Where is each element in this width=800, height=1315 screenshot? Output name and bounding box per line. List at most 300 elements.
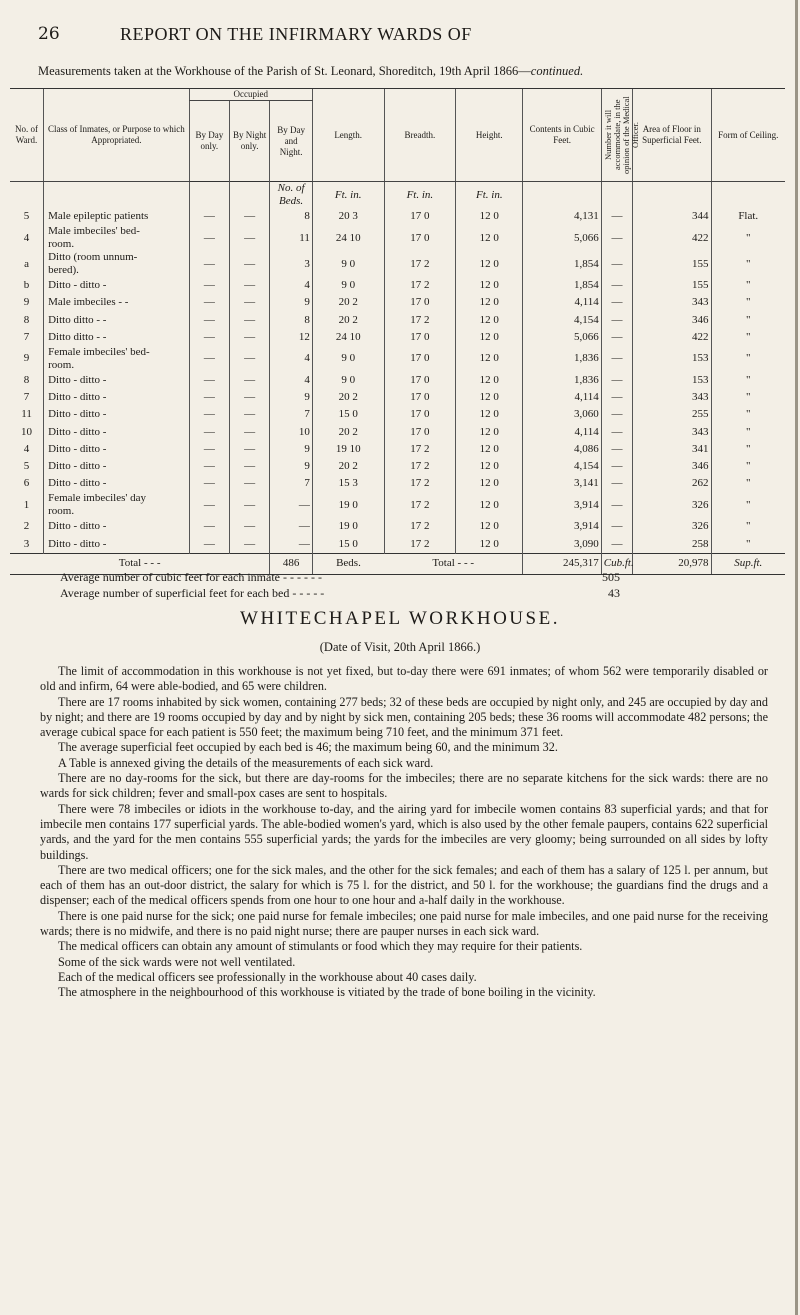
cell-cub: 4,114 [523,389,601,406]
col-header-occupied: Occupied [189,89,312,101]
cell-num: — [601,329,632,346]
cell-len: 20 3 [312,208,384,225]
table-row [10,475,785,492]
cell-num: — [601,312,632,329]
cell-ht: 12 0 [456,312,523,329]
class-line-1: Ditto - ditto - [48,374,107,387]
class-line-1: Ditto - ditto - [48,442,107,455]
col-header-form: Form of Ceiling. [711,89,785,182]
cell-num: — [601,208,632,225]
cell-cub: 5,066 [523,329,601,346]
cell-cls [44,346,190,372]
cell-day: — [189,225,229,251]
cell-form: " [711,372,785,389]
cell-br: 17 2 [384,441,456,458]
table-row [10,277,785,294]
paragraph: There were 78 imbeciles or idiots in the workhouse to-day, and the airing yard for imbecile women contains 83 superficial yards; and that for imbecile men contains 177 superficial yards. The able-bodied women's yard, which is also used by the other female paupers, contains 622 superficial yards, and the yard for the men contains 555 superficial yards; the yards for the imbeciles are very gloomy; being surrounded on all sides by lofty buildings. [40,801,768,862]
col-header-contents: Contents in Cubic Feet. [523,89,601,182]
cell-form: " [711,312,785,329]
cell-num: — [601,535,632,553]
report-body [40,664,768,1001]
cell-day: — [189,458,229,475]
cell-cub: 3,060 [523,406,601,423]
class-line-1: Ditto - ditto - [48,408,107,421]
cell-ht: 12 0 [456,389,523,406]
cell-num: — [601,372,632,389]
cell-ward: 6 [23,477,30,490]
class-line-1: Male imbeciles' bed- [48,225,140,238]
running-title: REPORT ON THE INFIRMARY WARDS OF [120,24,472,44]
class-line-1: Ditto - ditto - [48,520,107,533]
cell-cub: 1,854 [523,251,601,277]
col-header-class: Class of Inmates, or Purpose to which Appropriated. [44,89,190,182]
cell-ht: 12 0 [456,277,523,294]
paragraph: The atmosphere in the neighbourhood of this workhouse is vitiated by the trade of bone boiling in the vicinity. [58,985,596,1000]
cell-beds: 9 [270,441,313,458]
cell-br: 17 0 [384,329,456,346]
cell-ward: 7 [23,330,30,343]
cell-len: 19 10 [312,441,384,458]
table-row [10,458,785,475]
class-line-1: Female imbeciles' bed- [48,345,150,358]
cell-cls [44,475,190,492]
unit-height: Ft. in. [456,182,523,209]
cell-ht: 12 0 [456,406,523,423]
cell-cub: 4,114 [523,294,601,311]
class-line-1: Ditto - ditto - [48,425,107,438]
cell-br: 17 2 [384,277,456,294]
col-header-area: Area of Floor in Superficial Feet. [633,89,711,182]
unit-breadth: Ft. in. [384,182,456,209]
cell-cls [44,225,190,251]
total-label: Total - - - [10,553,270,574]
cell-num: — [601,389,632,406]
cell-day: — [189,208,229,225]
cell-len: 9 0 [312,251,384,277]
cell-form: " [711,329,785,346]
table-row [10,406,785,423]
cell-area: 343 [633,424,711,441]
cell-area: 346 [633,458,711,475]
cell-ward: 4 [23,231,30,244]
paragraph: There is one paid nurse for the sick; one paid nurse for female imbeciles; one paid nurse for male imbeciles, and one paid nurse for the receiving wards; there is no midwife, and there is no paid night nurse; there are pauper nurses in each sick ward. [40,908,768,939]
cell-cls [44,329,190,346]
cell-num: — [601,277,632,294]
cell-cub: 5,066 [523,225,601,251]
cell-night: — [229,312,269,329]
cell-len: 9 0 [312,346,384,372]
cell-beds: 4 [270,277,313,294]
cell-beds: 8 [270,312,313,329]
class-line-1: Ditto - ditto - [48,279,107,292]
cell-area: 153 [633,372,711,389]
cell-form: " [711,458,785,475]
cell-ht: 12 0 [456,518,523,535]
cell-cls [44,406,190,423]
class-line-1: Ditto - ditto - [48,459,107,472]
paragraph: A Table is annexed giving the details of the measurements of each sick ward. [58,755,434,770]
cell-night: — [229,441,269,458]
cell-ward: 9 [23,352,30,365]
total-beds-unit: Beds. [312,553,384,574]
cell-num: — [601,441,632,458]
cell-cub: 4,131 [523,208,601,225]
cell-form: " [711,518,785,535]
cell-ht: 12 0 [456,208,523,225]
class-line-2: room. [48,358,75,371]
cell-num: — [601,406,632,423]
cell-beds: — [270,535,313,553]
cell-cub: 4,086 [523,441,601,458]
cell-br: 17 0 [384,372,456,389]
class-line-1: Male imbeciles - - [48,296,129,309]
cell-area: 326 [633,518,711,535]
cell-num: — [601,294,632,311]
class-line-1: Ditto ditto - - [48,313,107,326]
table-row [10,312,785,329]
cell-beds: 7 [270,475,313,492]
cell-beds: 11 [270,225,313,251]
cell-form: " [711,277,785,294]
cell-night: — [229,329,269,346]
cell-area: 258 [633,535,711,553]
cell-night: — [229,372,269,389]
cell-br: 17 2 [384,518,456,535]
cell-night: — [229,458,269,475]
table-caption-main: Measurements taken at the Workhouse of the Parish of St. Leonard, Shoreditch, 19th April 1866— [38,64,531,78]
cell-br: 17 0 [384,294,456,311]
table-row [10,225,785,251]
cell-cub: 4,154 [523,312,601,329]
cell-beds: 3 [270,251,313,277]
class-line-1: Ditto ditto - - [48,330,107,343]
cell-beds: 4 [270,346,313,372]
cell-cls [44,312,190,329]
cell-area: 343 [633,389,711,406]
paragraph: There are 17 rooms inhabited by sick women, containing 277 beds; 32 of these beds are occupied by night only, and 245 are occupied by day and by night; and there are 19 rooms occupied by day and by night by sick men, containing 205 beds; these 36 rooms will accommodate 482 persons; the average cubical space for each patient is 550 feet; the maximum being 710 feet, and the minimum 371 feet. [40,694,768,740]
average-superficial-value: 43 [608,586,620,600]
cell-form: " [711,535,785,553]
cell-beds: — [270,492,313,518]
cell-form: " [711,389,785,406]
units-row [10,182,785,209]
cell-ward: 8 [23,313,30,326]
cell-cub: 4,154 [523,458,601,475]
cell-ht: 12 0 [456,441,523,458]
cell-night: — [229,535,269,553]
cell-area: 341 [633,441,711,458]
col-header-by-night: By Night only. [229,101,269,182]
cell-form: Flat. [711,208,785,225]
cell-cls [44,492,190,518]
col-header-number [601,89,640,182]
cell-len: 20 2 [312,312,384,329]
cell-num: — [601,346,632,372]
unit-beds: No. of Beds. [270,182,313,209]
cell-br: 17 2 [384,535,456,553]
class-line-1: Ditto - ditto - [48,391,107,404]
total-label-2: Total - - - [384,553,523,574]
cell-cub: 1,836 [523,372,601,389]
average-cubic-value: 505 [602,570,620,584]
cell-form: " [711,346,785,372]
cell-day: — [189,294,229,311]
cell-cls [44,277,190,294]
cell-day: — [189,406,229,423]
running-header [0,24,790,46]
unit-length: Ft. in. [312,182,384,209]
cell-night: — [229,424,269,441]
cell-cls [44,251,190,277]
cell-area: 153 [633,346,711,372]
cell-len: 20 2 [312,424,384,441]
cell-day: — [189,329,229,346]
cell-day: — [189,424,229,441]
cell-cls [44,458,190,475]
table-caption-continued: continued. [530,64,584,78]
table-row [10,441,785,458]
table-row [10,251,785,277]
cell-len: 9 0 [312,372,384,389]
cell-ward: 1 [23,498,30,511]
cell-br: 17 2 [384,458,456,475]
cell-ward: 5 [23,459,30,472]
paragraph: There are no day-rooms for the sick, but there are day-rooms for the imbeciles; there are no separate kitchens for the sick wards: there are no wards for sick children; fever and small-pox cases are sent to hospitals. [40,771,768,801]
cell-num: — [601,518,632,535]
cell-br: 17 2 [384,312,456,329]
cell-ward: 4 [23,442,30,455]
cell-day: — [189,441,229,458]
cell-cls [44,389,190,406]
cell-len: 20 2 [312,458,384,475]
cell-day: — [189,492,229,518]
table-row [10,389,785,406]
cell-br: 17 0 [384,406,456,423]
cell-ht: 12 0 [456,535,523,553]
cell-cub: 4,114 [523,424,601,441]
cell-ht: 12 0 [456,225,523,251]
cell-br: 17 0 [384,424,456,441]
cell-beds: — [270,518,313,535]
cell-beds: 12 [270,329,313,346]
cell-len: 15 0 [312,535,384,553]
average-superficial-label: Average number of superficial feet for each bed - - - - - [60,586,325,600]
cell-day: — [189,372,229,389]
cell-cls [44,424,190,441]
total-area: 20,978 [633,553,711,574]
cell-ward: 3 [23,537,30,550]
cell-beds: 4 [270,372,313,389]
cell-day: — [189,518,229,535]
paragraph: There are two medical officers; one for the sick males, and the other for the sick females; and each of them has a salary of 125 l. per annum, but each of them has an out-door district, the salary for which is 75 l. for the district, and 50 l. for the workhouse; the guardians find the drugs and a dispenser; each of the medical officers spends from one hour to one hour and a-half daily in the workhouse. [40,862,768,908]
cell-beds: 9 [270,458,313,475]
cell-br: 17 2 [384,475,456,492]
cell-cub: 3,141 [523,475,601,492]
cell-night: — [229,294,269,311]
table-row [10,518,785,535]
cell-len: 20 2 [312,389,384,406]
cell-form: " [711,424,785,441]
cell-ward: 8 [23,374,30,387]
cell-ward: 11 [21,408,32,421]
cell-form: " [711,294,785,311]
cell-cls [44,372,190,389]
class-line-1: Ditto - ditto - [48,477,107,490]
cell-ward: 9 [23,296,30,309]
cell-night: — [229,492,269,518]
cell-beds: 7 [270,406,313,423]
cell-area: 155 [633,277,711,294]
cell-night: — [229,475,269,492]
cell-beds: 10 [270,424,313,441]
cell-br: 17 0 [384,346,456,372]
col-header-length: Length. [312,89,384,182]
cell-area: 343 [633,294,711,311]
class-line-1: Male epileptic patients [48,210,149,223]
table-caption [38,64,583,79]
cell-day: — [189,346,229,372]
cell-ward: 7 [23,391,30,404]
cell-area: 255 [633,406,711,423]
paragraph: The average superficial feet occupied by each bed is 46; the maximum being 60, and the minimum 32. [58,740,558,755]
col-header-height: Height. [456,89,523,182]
table-row [10,372,785,389]
cell-br: 17 0 [384,225,456,251]
cell-len: 24 10 [312,329,384,346]
table-row [10,208,785,225]
visit-date: (Date of Visit, 20th April 1866.) [319,640,481,654]
cell-ward: 2 [23,520,30,533]
cell-ht: 12 0 [456,294,523,311]
total-beds: 486 [270,553,313,574]
page-number: 26 [38,24,60,44]
cell-area: 262 [633,475,711,492]
cell-ht: 12 0 [456,329,523,346]
cell-cls [44,208,190,225]
table-row [10,294,785,311]
cell-day: — [189,312,229,329]
class-line-1: Female imbeciles' day [48,492,146,505]
cell-num: — [601,225,632,251]
table-row [10,346,785,372]
cell-day: — [189,277,229,294]
cell-area: 344 [633,208,711,225]
cell-beds: 9 [270,389,313,406]
cell-form: " [711,251,785,277]
cell-day: — [189,535,229,553]
cell-ward: 10 [21,425,33,438]
col-header-number-text: Number it will accommodate, in the opinion of the Medical Officer. [602,96,640,174]
cell-len: 15 0 [312,406,384,423]
cell-form: " [711,225,785,251]
cell-form: " [711,406,785,423]
cell-ward: 5 [23,210,30,223]
cell-br: 17 2 [384,251,456,277]
total-area-unit: Sup.ft. [711,553,785,574]
cell-br: 17 0 [384,208,456,225]
cell-night: — [229,225,269,251]
paragraph: Some of the sick wards were not well ventilated. [58,954,296,969]
cell-len: 19 0 [312,518,384,535]
cell-night: — [229,208,269,225]
cell-form: " [711,475,785,492]
cell-ht: 12 0 [456,424,523,441]
cell-day: — [189,475,229,492]
col-header-breadth: Breadth. [384,89,456,182]
table-row [10,535,785,553]
cell-br: 17 0 [384,389,456,406]
cell-night: — [229,251,269,277]
cell-num: — [601,475,632,492]
table-row [10,329,785,346]
cell-form: " [711,492,785,518]
class-line-2: room. [48,238,75,251]
cell-area: 346 [633,312,711,329]
table-row [10,492,785,518]
col-header-by-day: By Day only. [189,101,229,182]
cell-len: 19 0 [312,492,384,518]
cell-len: 24 10 [312,225,384,251]
cell-area: 422 [633,329,711,346]
cell-num: — [601,424,632,441]
cell-ht: 12 0 [456,492,523,518]
table-body [10,182,785,554]
page-edge-rule [795,0,798,1315]
total-cubic-unit: Cub.ft. [601,553,632,574]
cell-night: — [229,346,269,372]
cell-beds: 9 [270,294,313,311]
cell-area: 422 [633,225,711,251]
cell-ward: b [23,279,30,292]
cell-night: — [229,406,269,423]
cell-num: — [601,251,632,277]
col-header-by-day-night: By Day and Night. [270,101,313,182]
cell-cub: 3,914 [523,518,601,535]
cell-cls [44,518,190,535]
cell-ht: 12 0 [456,458,523,475]
section-title: WHITECHAPEL WORKHOUSE. [240,608,560,629]
cell-night: — [229,277,269,294]
cell-ward: a [24,257,29,270]
cell-cub: 3,090 [523,535,601,553]
cell-cub: 3,914 [523,492,601,518]
cell-cub: 1,836 [523,346,601,372]
cell-br: 17 2 [384,492,456,518]
cell-day: — [189,251,229,277]
table-row [10,424,785,441]
cell-cls [44,294,190,311]
paragraph: Each of the medical officers see professionally in the workhouse about 40 cases daily. [58,969,477,984]
cell-cls [44,535,190,553]
class-line-2: bered). [48,264,79,277]
average-cubic-label: Average number of cubic feet for each inmate - - - - - - [60,570,322,584]
cell-beds: 8 [270,208,313,225]
cell-day: — [189,389,229,406]
cell-ht: 12 0 [456,372,523,389]
cell-cub: 1,854 [523,277,601,294]
class-line-1: Ditto (room unnum- [48,251,138,264]
class-line-1: Ditto - ditto - [48,537,107,550]
cell-len: 9 0 [312,277,384,294]
paragraph: The limit of accommodation in this workhouse is not yet fixed, but to-day there were 691 inmates; of whom 562 were temporarily disabled or old and infirm, 64 were able-bodied, and 65 were children. [40,664,768,694]
cell-num: — [601,492,632,518]
cell-num: — [601,458,632,475]
cell-night: — [229,518,269,535]
col-header-ward: No. of Ward. [10,89,44,182]
cell-form: " [711,441,785,458]
cell-night: — [229,389,269,406]
total-cubic: 245,317 [523,553,601,574]
